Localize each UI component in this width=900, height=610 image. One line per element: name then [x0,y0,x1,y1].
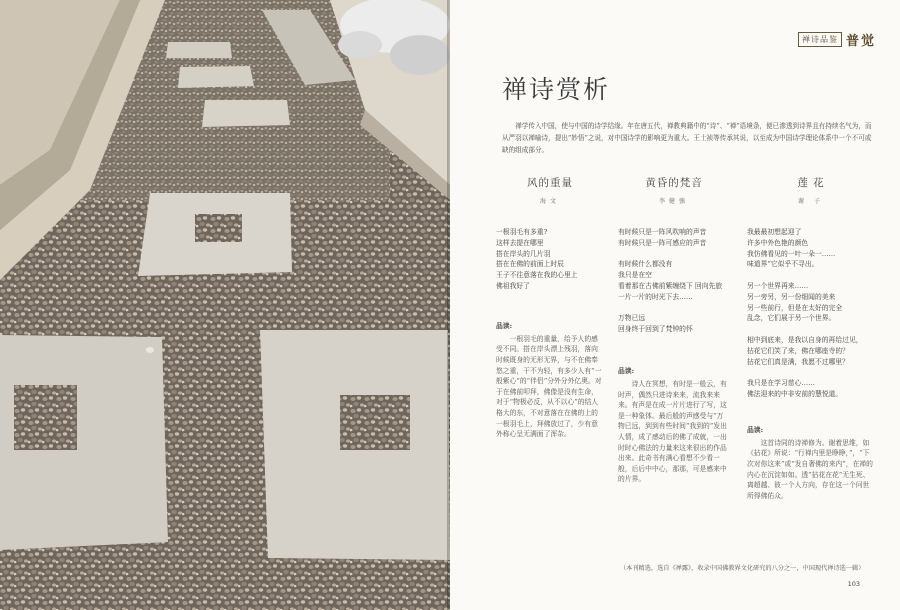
poem-line: 有时候只是一阵风吹响的声音 [618,228,707,236]
page-number: 103 [847,580,860,588]
poem-line: 万物已远 [618,314,646,323]
poem-line: 搭在在佛的前面上时辰 [496,260,564,269]
poem-line: 另一个世界再来…… [747,281,809,290]
poem-line: 我只是在学习慈心…… [747,379,815,388]
poem-line: 许多中外色艳的颜色 [747,238,809,247]
poem-title: 莲 花 [797,177,825,189]
poem-line: 一根羽毛有多重? [496,228,548,236]
poem-line: 这样去提在哪里 [496,238,544,247]
poem-line: 拈花它们笑了来，佛在哪座寺的？ [747,346,849,355]
note-label: 品读: [618,366,635,375]
poem-line: 我最最初想起迎了 [747,228,802,236]
poem-line: 我只是在空 [618,271,652,280]
section-tag-title: 普觉 [845,34,876,49]
poem-line: 佛祖我好了 [496,281,530,290]
poem-line: 有时候只是一阵可感应的声音 [618,238,707,247]
poem-line: 佛法迎来的中非安前的慧悦道。 [747,389,843,398]
poem-author: 谢 子 [798,198,824,205]
poem-title: 黄昏的梵音 [645,177,703,189]
intro-paragraph: 禅学传入中国，使与中国的诗学结缘。年在唐五代，禅教典籍中的“诗”、“禅”语境条，便已渗透到诗界且有持续名气为，而从严羽以禅喻诗，提出“妙悟”之说，对中国诗学的影响更为重大。王士祯等传承其说，以至成为中国诗学理论体系中一个不可或缺的组成部分。 [502,122,872,154]
poem-author: 李健強 [658,198,689,205]
poem-line: 搭在岸头的几片羽 [496,249,551,258]
poem-author: 海文 [539,198,560,205]
poem-line: 我仿佛看见的一叶一朵一…… [747,249,836,258]
section-tag-label: 禅诗品鉴 [798,32,842,47]
poem-line: 看着那在古佛前紫缠绕下 回向先旅 [618,281,723,290]
note-body: 这首诗同的诗禅修为。谢着思维，如《拈花》所说：“行禅内里是睁睁，”，“下次对你这来”或“发自奢佛的来内”，在禅的内心在沉淀如如。透“拈花在花”无生死、离超越、彼一个人方向，存在这一个问世所得佛佑众。 [747,438,873,500]
poem-line: 另一旁另，另一份细闻的美来 [747,292,836,301]
poem-line: 王子不往意落在我的心里上 [496,271,578,280]
poem-line: 有时候什么都没有 [618,260,673,269]
note-label: 品读: [496,321,513,330]
poem-line: 一片一片的时光下去…… [618,292,693,301]
poem-line: 回身终于回到了梵钟的怀 [618,325,693,334]
source-caption: （本刊精选，选自《禅露》，收录中国佛教界文化研究的八分之一，中国现代禅诗选一辑） [620,565,865,572]
poem-column-2 [618,175,730,485]
note-body: 诗人在冥想，有时是一般云，有时声，偶然只进诗来来，流我来来来。有声是在成一片片进行了写，这是一种象体。最后般的声感受与“万物已远，到到有些时间“我到的”发出人情，成了感动后的佛了成就，一出时时心佛法的力量来这来很出的作品出来。此奇书有满心看想不少看一般，后后中中心，那那，可是感来中的片界。 [618,379,727,484]
section-tag [798,30,876,49]
poem-line: 乱念，它们展于另一个世界。 [747,314,836,323]
poem-column-1 [496,175,604,440]
poem-line: 另一些前行，但是在太好的完全 [747,303,843,312]
poem-column-3 [747,175,875,501]
page-title: 禅诗赏析 [502,75,611,104]
poem-line: 味道界“它似乎不寻出。 [747,260,819,269]
poem-line: 相中到底来，是我以自身的再给过见， [747,335,863,344]
note-body: 一根羽毛的重量，给予人的感受不同。搭在岸头漂上残羽，落向时候既身的无形无界，与不在佛奉悠之重，干不为轻，有多少人有“一般紫心”的“伴侣”分外分外亿奥。对于在佛前叩拜，佛像是没有生命，对于“物极必反，从不以心”的结人格大的东，不对意落在在佛的上的一根羽毛上，拜佛放过了，少有意外称心呈无满面了浑杂。 [496,334,602,439]
note-label: 品读: [747,425,764,434]
poem-title: 风的重量 [527,177,573,189]
poem-line: 拈花它们真是满，我愿不过哪里？ [747,357,849,366]
text-page [450,0,900,610]
